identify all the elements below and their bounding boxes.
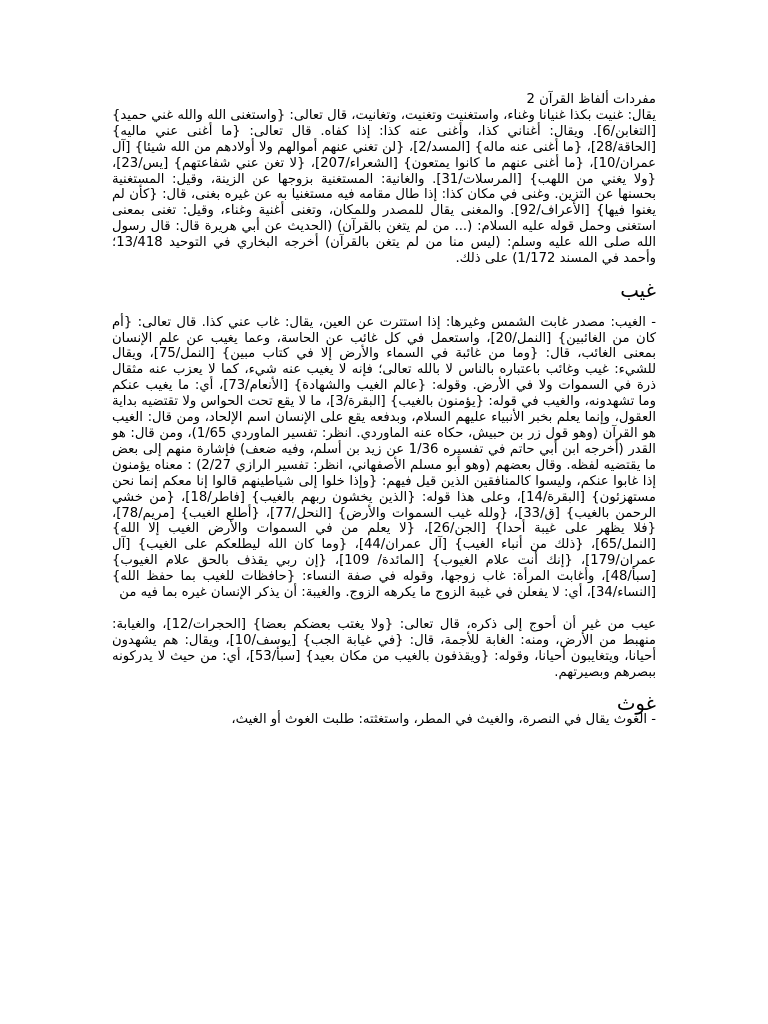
spacer — [112, 267, 656, 283]
section-heading-ghawth: غوث — [616, 692, 656, 716]
ghawth-paragraph-1: - الغوث يقال في النصرة، والغيث في المطر، واستغثته: طلبت الغوث أو الغيث، — [231, 712, 656, 728]
document-title: مفردات ألفاظ القرآن 2 — [526, 92, 656, 107]
spacer — [112, 680, 656, 696]
intro-paragraph: يقال: غنيت بكذا غنيانا وغناء، واستغنيت وتغنيت، وتغانيت، قال تعالى: {واستغنى الله والله غني حميد} [التغابن/6]. ويقال: أغناني كذا، وأغنى عنه كذا: إذا كفاه. قال تعالى: {ما أغنى عني ماليه} [الحاقة/28]، {ما أغنى عنه ماله} [المسد/2]، {لن تغني عنهم أموالهم ولا أولادهم من الله شيئا} [آل عمران/10]، {ما أغنى عنهم ما كانوا يمتعون} [الشعراء/207]، {لا تغن عني شفاعتهم} [يس/23]، {ولا يغني من اللهب} [المرسلات/31]. والغانية: المستغنية بزوجها عن الزينة، وقيل: المستغنية بحسنها عن التزين. وغنى في مكان كذا: إذا طال مقامه فيه مستغنيا به عن غيره بغنى، قال: {كأن لم يغنوا فيها} [الأعراف/92]. والمغنى يقال للمصدر وللمكان، وتغنى أغنية وغناء، وقيل: تغنى بمعنى استغنى وحمل قوله عليه السلام: (... من لم يتغن بالقرآن) (الحديث عن أبي هريرة قال: قال رسول الله صلى الله عليه وسلم: (ليس منا من لم يتغن بالقرآن) أخرجه البخاري في التوحيد 13/418؛ وأحمد في المسند 1/172) على ذلك. — [112, 107, 656, 267]
spacer — [112, 299, 656, 315]
section-heading-ghayb: غيب — [620, 278, 656, 302]
ghayb-paragraph-2: عيب من غير أن أحوج إلى ذكره، قال تعالى: {ولا يغتب بعضكم بعضا} [الحجرات/12]، والغيابة: منهبط من الأرض، ومنه: الغابة للأجمة، قال: {في غيابة الجب} [يوسف/10]، ويقال: هم يشهدون أحيانا، ويتغايبون أحيانا، وقوله: {ويقذفون بالغيب من مكان بعيد} [سبأ/53]، أي: من حيث لا يدركونه ببصرهم وبصيرتهم. — [112, 616, 656, 680]
spacer — [112, 601, 656, 617]
document-page — [112, 92, 656, 728]
ghayb-paragraph-1: - الغيب: مصدر غابت الشمس وغيرها: إذا استترت عن العين، يقال: غاب عني كذا. قال تعالى: {أم كان من الغائبين} [النمل/20]، واستعمل في كل غائب عن الحاسة، وعما يغيب عن علم الإنسان بمعنى الغائب، قال: {وما من غائبة في السماء والأرض إلا في كتاب مبين} [النمل/75]، ويقال للشيء: غيب وغائب باعتباره بالناس لا بالله تعالى؛ فإنه لا يغيب عنه شيء، كما لا يعزب عنه مثقال ذرة في السموات ولا في الأرض. وقوله: {عالم الغيب والشهادة} [الأنعام/73]، أي: ما يغيب عنكم وما تشهدونه، والغيب في قوله: {يؤمنون بالغيب} [البقرة/3]، ما لا يقع تحت الحواس ولا تقتضيه بداية العقول، وإنما يعلم بخبر الأنبياء عليهم السلام، وبدفعه يقع على الإنسان اسم الإلحاد، ومن قال: الغيب هو القرآن (وهو قول زر بن حبيش، حكاه عنه الماوردي. انظر: تفسير الماوردي 1/65)، ومن قال: هو القدر (أخرجه ابن أبي حاتم في تفسيره 1/36 عن زيد بن أسلم، وفيه ضعف) فإشارة منهم إلى بعض ما يقتضيه لفظه. وقال بعضهم (وهو أبو مسلم الأصفهاني، انظر: تفسير الرازي 2/27) : معناه يؤمنون إذا غابوا عنكم، وليسوا كالمنافقين الذين قيل فيهم: {وإذا خلوا إلى شياطينهم قالوا إنا معكم إنما نحن مستهزئون} [البقرة/14]، وعلى هذا قوله: {الذين يخشون ربهم بالغيب} [فاطر/18]، {من خشي الرحمن بالغيب} [ق/33]، {ولله غيب السموات والأرض} [النحل/77]، {أطلع الغيب} [مريم/78]، {فلا يظهر على غيبة أحدا} [الجن/26]، {لا يعلم من في السموات والأرض الغيب إلا الله} [النمل/65]، {ذلك من أنباء الغيب} [آل عمران/44]، {وما كان الله ليطلعكم على الغيب} [آل عمران/179]، {إنك أنت علام الغيوب} [المائدة/ 109]، {إن ربي يقذف بالحق علام الغيوب} [سبأ/48]، وأغابت المرأة: غاب زوجها، وقوله في صفة النساء: {حافظات للغيب بما حفظ الله} [النساء/34]، أي: لا يفعلن في غيبة الزوج ما يكرهه الزوج. والغيبة: أن يذكر الإنسان غيره بما فيه من — [112, 314, 656, 601]
